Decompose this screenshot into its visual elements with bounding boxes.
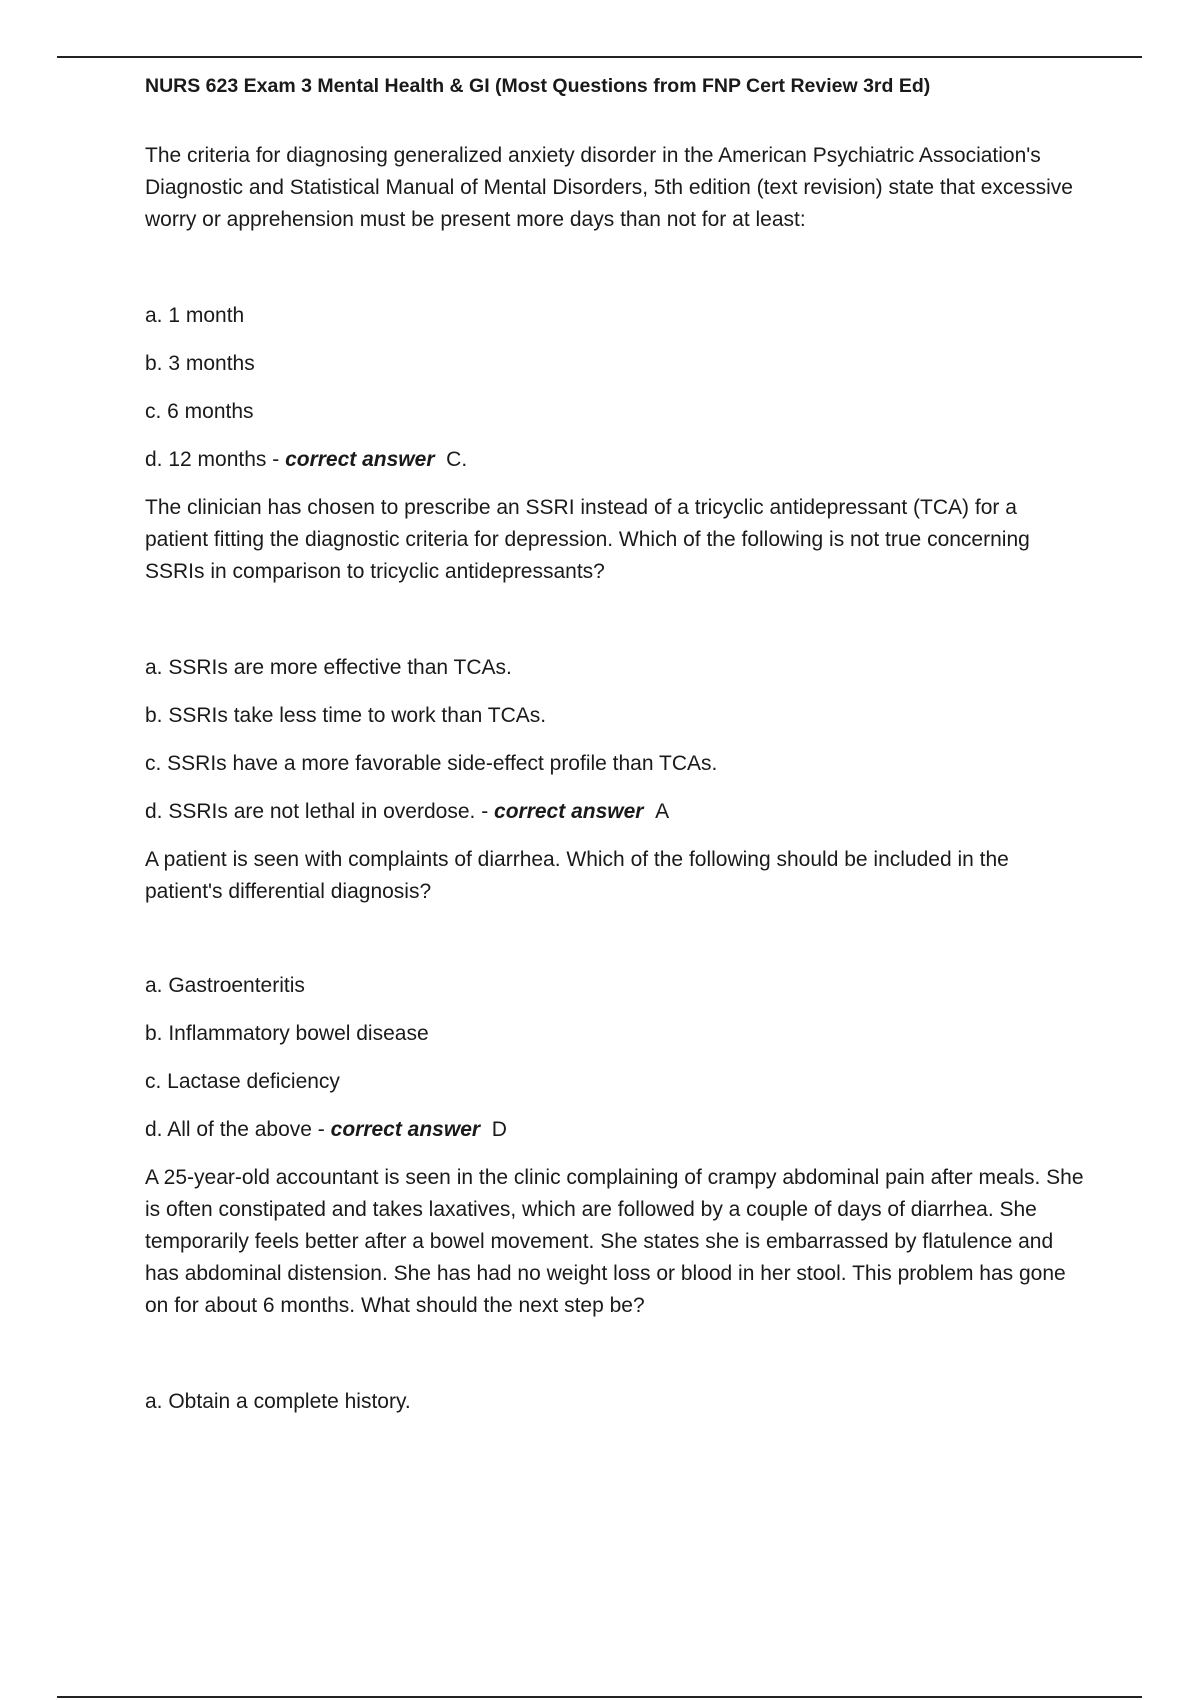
question-1-option-d — [145, 444, 1085, 476]
question-2-option-d — [145, 796, 1085, 828]
answer-separator: - — [475, 800, 495, 823]
question-4-text: A 25-year-old accountant is seen in the clinic complaining of crampy abdominal pain after meals. She is often constipated and takes laxatives, which are followed by a couple of days of diarrhea. She temporarily feels better after a bowel movement. She states she is embarrassed by flatulence and has abdominal distension. She has had no weight loss or blood in her stool. This problem has gone on for about 6 months. What should the next step be? — [145, 1166, 1084, 1317]
question-2-option-b: b. SSRIs take less time to work than TCAs. — [145, 704, 547, 727]
question-1-option-a: a. 1 month — [145, 304, 245, 327]
question-2-option-a: a. SSRIs are more effective than TCAs. — [145, 656, 512, 679]
document-title: NURS 623 Exam 3 Mental Health & GI (Most Questions from FNP Cert Review 3rd Ed) — [145, 75, 931, 97]
question-2-text: The clinician has chosen to prescribe an SSRI instead of a tricyclic antidepressant (TCA) for a patient fitting the diagnostic criteria for depression. Which of the following is not true concerning SSRIs in comparison to tricyclic antidepressants? — [145, 496, 1030, 583]
document-body — [145, 70, 1085, 1418]
answer-separator: - — [266, 448, 286, 471]
question-1-option-b: b. 3 months — [145, 352, 255, 375]
correct-answer-value: C. — [446, 448, 468, 471]
question-3-option-c: c. Lactase deficiency — [145, 1070, 340, 1093]
correct-answer-label: correct answer — [330, 1118, 481, 1141]
question-3-option-d — [145, 1114, 1085, 1146]
correct-answer-label: correct answer — [285, 448, 435, 471]
option-text: d. SSRIs are not lethal in overdose. — [145, 800, 476, 823]
question-1-text: The criteria for diagnosing generalized anxiety disorder in the American Psychiatric Association's Diagnostic and Statistical Manual of Mental Disorders, 5th edition (text revision) state that excessive worry or apprehension must be present more days than not for at least: — [145, 144, 1073, 231]
question-3-option-a: a. Gastroenteritis — [145, 974, 305, 997]
option-text: d. 12 months — [145, 448, 267, 471]
correct-answer-label: correct answer — [494, 800, 644, 823]
question-3-text: A patient is seen with complaints of diarrhea. Which of the following should be included in the patient's differential diagnosis? — [145, 848, 1009, 903]
bottom-rule — [57, 1696, 1142, 1698]
question-2-option-c: c. SSRIs have a more favorable side-effect profile than TCAs. — [145, 752, 718, 775]
question-1-option-c: c. 6 months — [145, 400, 254, 423]
option-text: d. All of the above — [145, 1118, 312, 1141]
correct-answer-value: D — [491, 1118, 507, 1141]
top-rule — [57, 56, 1142, 58]
question-3-option-b: b. Inflammatory bowel disease — [145, 1022, 429, 1045]
correct-answer-value: A — [655, 800, 670, 823]
question-4-option-a: a. Obtain a complete history. — [145, 1390, 411, 1413]
answer-separator: - — [311, 1118, 331, 1141]
